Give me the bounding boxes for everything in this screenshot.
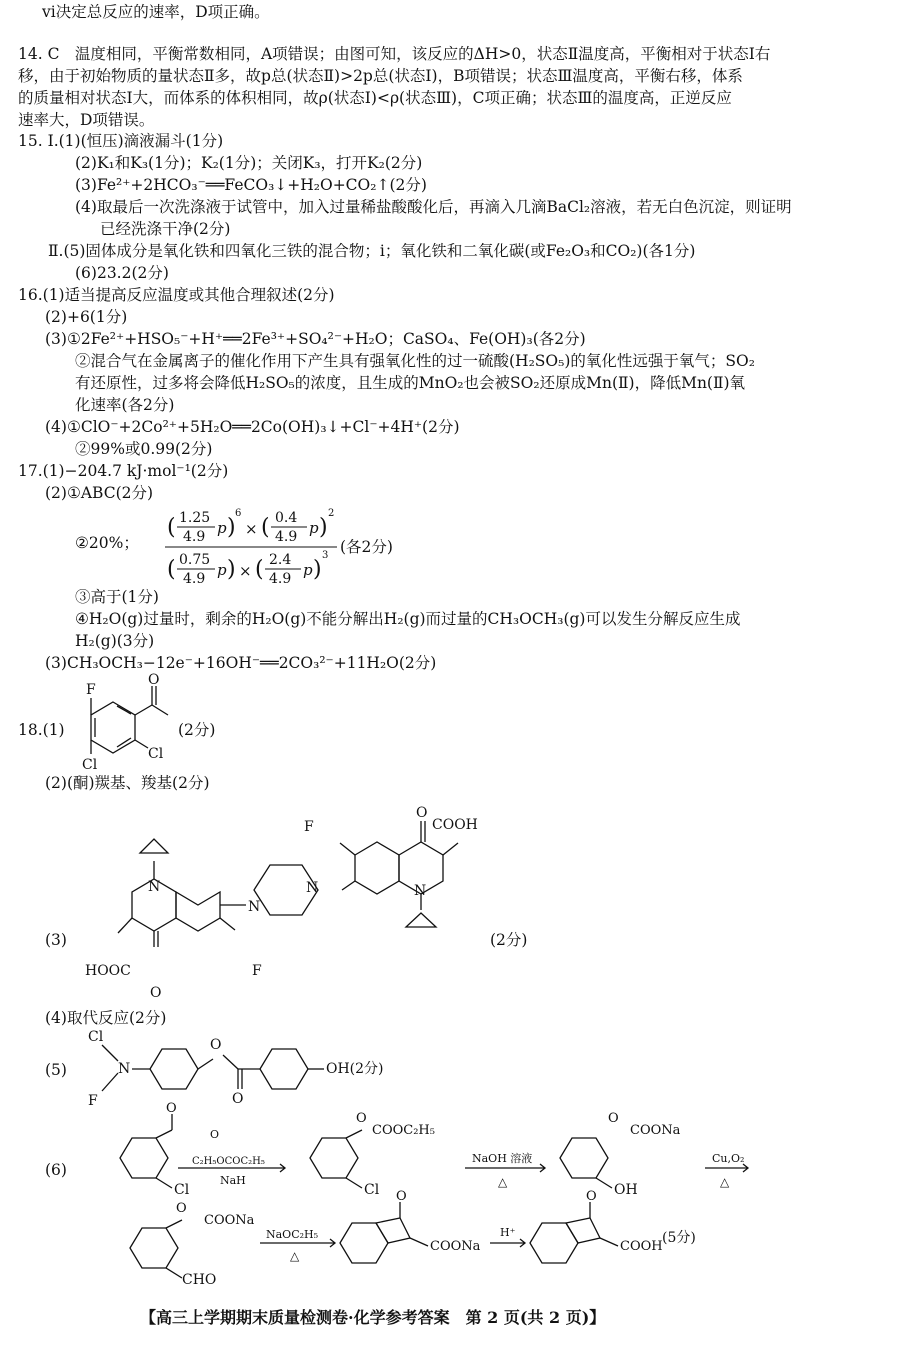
- svg-text:CHO: CHO: [182, 1272, 217, 1288]
- text-line: 16.(1)适当提高反应温度或其他合理叙述(2分): [18, 286, 335, 304]
- svg-text:O: O: [356, 1111, 367, 1126]
- svg-text:HOOC: HOOC: [85, 963, 131, 979]
- svg-text:Cl: Cl: [88, 1029, 104, 1045]
- paren: (: [167, 515, 176, 540]
- svg-text:O: O: [586, 1189, 597, 1204]
- svg-text:N: N: [118, 1061, 131, 1077]
- text-line: (4)取最后一次洗涤液于试管中，加入过量稀盐酸酸化后，再滴入几滴BaCl₂溶液，若无白色沉淀，则证明: [75, 198, 792, 216]
- svg-text:△: △: [720, 1175, 730, 1189]
- svg-text:×: ×: [239, 562, 252, 580]
- svg-text:p: p: [309, 519, 319, 537]
- formula-17-2: [75, 500, 415, 586]
- svg-text:(5分): (5分): [662, 1230, 696, 1246]
- svg-text:3: 3: [322, 550, 329, 561]
- frac-den: 4.9: [183, 529, 206, 545]
- svg-text:0.4: 0.4: [275, 510, 298, 526]
- svg-text:(: (: [167, 557, 176, 582]
- formula-prefix: ②20%；: [75, 534, 139, 552]
- text-line: (6)23.2(2分): [75, 264, 169, 282]
- svg-text:(各2分): (各2分): [340, 538, 393, 556]
- svg-text:O: O: [416, 805, 428, 821]
- page-footer: 【高三上学期期末质量检测卷·化学参考答案 第 2 页(共 2 页)】: [140, 1308, 606, 1327]
- svg-text:Cl: Cl: [364, 1182, 380, 1198]
- text-line: 速率大，D项错误。: [18, 111, 155, 129]
- svg-text:Cl: Cl: [82, 757, 98, 773]
- svg-text:0.75: 0.75: [179, 552, 211, 568]
- svg-text:O: O: [166, 1101, 177, 1116]
- svg-text:N: N: [414, 883, 427, 899]
- svg-text:F: F: [252, 963, 262, 979]
- text-line: (4)①ClO⁻+2Co²⁺+5H₂O══2Co(OH)₃↓+Cl⁻+4H⁺(2分): [45, 418, 460, 436]
- svg-text:F: F: [88, 1093, 98, 1109]
- text-line: 化速率(各2分): [75, 396, 175, 414]
- svg-text:): ): [313, 557, 322, 582]
- svg-text:Cl: Cl: [148, 746, 164, 762]
- svg-text:p: p: [303, 561, 313, 579]
- svg-text:N: N: [248, 899, 261, 915]
- text-line: ②99%或0.99(2分): [75, 440, 213, 458]
- svg-text:COONa: COONa: [630, 1123, 681, 1138]
- text-line: (6): [45, 1161, 67, 1179]
- svg-text:NaOC₂H₅: NaOC₂H₅: [266, 1228, 319, 1241]
- svg-text:×: ×: [245, 520, 258, 538]
- svg-text:O: O: [148, 672, 160, 688]
- structure-18-5: [80, 1025, 420, 1110]
- text-line: (3)①2Fe²⁺+HSO₅⁻+H⁺══2Fe³⁺+SO₄²⁻+H₂O；CaSO₄、Fe(OH)₃(各2分): [45, 330, 586, 348]
- svg-text:4.9: 4.9: [183, 571, 206, 587]
- svg-text:O: O: [210, 1128, 220, 1141]
- svg-text:△: △: [290, 1249, 300, 1263]
- svg-text:Cl: Cl: [174, 1182, 190, 1198]
- svg-text:H⁺: H⁺: [500, 1226, 516, 1239]
- svg-text:N: N: [148, 879, 161, 895]
- text-line: (2)①ABC(2分): [45, 484, 154, 502]
- text-line: ④H₂O(g)过量时，剩余的H₂O(g)不能分解出H₂(g)而过量的CH₃OCH₃(g)可以发生分解反应生成: [75, 610, 741, 628]
- exponent: 6: [235, 508, 242, 519]
- svg-text:C₂H₅OCOC₂H₅: C₂H₅OCOC₂H₅: [192, 1156, 265, 1167]
- text-line: ⅵ决定总反应的速率，D项正确。: [42, 3, 270, 21]
- paren: ): [319, 515, 328, 540]
- text-line: (2)(酮)羰基、羧基(2分): [45, 774, 210, 792]
- text-line: ②混合气在金属离子的催化作用下产生具有强氧化性的过一硫酸(H₂SO₅)的氧化性远强于氧气；SO₂: [75, 352, 755, 370]
- structure-18-1: [68, 672, 178, 772]
- text-line: 17.(1)−204.7 kJ·mol⁻¹(2分): [18, 462, 229, 480]
- svg-text:NaOH 溶液: NaOH 溶液: [472, 1152, 533, 1165]
- text-line: 18.(1): [18, 721, 65, 739]
- svg-text:O: O: [210, 1037, 222, 1053]
- text-line: (2)+6(1分): [45, 308, 128, 326]
- svg-text:△: △: [498, 1175, 508, 1189]
- text-line: 14. C 温度相同，平衡常数相同，A项错误；由图可知，该反应的ΔH>0，状态Ⅱ温度高，平衡相对于状态Ⅰ右: [18, 45, 771, 63]
- svg-text:OH: OH: [614, 1182, 638, 1198]
- synthesis-scheme-row-1: [80, 1101, 880, 1198]
- text-line: 有还原性，过多将会降低H₂SO₅的浓度，且生成的MnO₂也会被SO₂还原成Mn(Ⅱ)，降低Mn(Ⅱ)氧: [75, 374, 746, 392]
- svg-text:O: O: [608, 1111, 619, 1126]
- structure-18-3: [80, 795, 520, 1005]
- svg-text:COOH: COOH: [432, 817, 478, 833]
- text-line: (3): [45, 931, 67, 949]
- svg-text:COONa: COONa: [430, 1239, 481, 1254]
- svg-text:(: (: [255, 557, 264, 582]
- text-line: 15. Ⅰ.(1)(恒压)滴液漏斗(1分): [18, 132, 224, 150]
- text-line: (3)CH₃OCH₃−12e⁻+16OH⁻══2CO₃²⁻+11H₂O(2分): [45, 654, 437, 672]
- svg-text:NaH: NaH: [220, 1174, 246, 1187]
- svg-text:4.9: 4.9: [275, 529, 298, 545]
- svg-text:COONa: COONa: [204, 1213, 255, 1228]
- frac-num: 1.25: [179, 510, 211, 526]
- svg-text:COOH: COOH: [620, 1239, 663, 1254]
- text-line: (2)K₁和K₃(1分)；K₂(1分)；关闭K₃，打开K₂(2分): [75, 154, 423, 172]
- svg-text:2: 2: [328, 508, 335, 519]
- paren: (: [261, 515, 270, 540]
- svg-text:N: N: [306, 880, 319, 896]
- svg-text:p: p: [217, 519, 227, 537]
- text-line: Ⅱ.(5)固体成分是氧化铁和四氧化三铁的混合物；ⅰ；氧化铁和二氧化碳(或Fe₂O₃和CO₂)(各1分): [48, 242, 696, 260]
- svg-text:O: O: [396, 1189, 407, 1204]
- text-line: (2分): [490, 931, 528, 949]
- text-line: (2分): [178, 721, 216, 739]
- text-line: (4)取代反应(2分): [45, 1009, 167, 1027]
- svg-text:p: p: [217, 561, 227, 579]
- svg-text:O: O: [150, 985, 162, 1001]
- svg-text:F: F: [304, 819, 314, 835]
- text-line: (3)Fe²⁺+2HCO₃⁻══FeCO₃↓+H₂O+CO₂↑(2分): [75, 176, 427, 194]
- text-line: 的质量相对状态Ⅰ大，而体系的体积相同，故ρ(状态Ⅰ)<ρ(状态Ⅲ)，C项正确；状态Ⅲ的温度高，正逆反应: [18, 89, 732, 107]
- text-line: H₂(g)(3分): [75, 632, 155, 650]
- svg-text:O: O: [232, 1091, 244, 1107]
- svg-text:): ): [227, 557, 236, 582]
- svg-text:2.4: 2.4: [269, 552, 292, 568]
- text-line: 已经洗涤干净(2分): [100, 220, 231, 238]
- svg-text:F: F: [86, 682, 96, 698]
- svg-text:O: O: [176, 1201, 187, 1216]
- paren: ): [227, 515, 236, 540]
- text-line: (5): [45, 1061, 67, 1079]
- text-line: ③高于(1分): [75, 588, 159, 606]
- svg-text:4.9: 4.9: [269, 571, 292, 587]
- svg-text:OH(2分): OH(2分): [326, 1061, 384, 1077]
- text-line: 移，由于初始物质的量状态Ⅱ多，故p总(状态Ⅱ)>2p总(状态Ⅰ)，B项错误；状态Ⅲ温度高，平衡右移，体系: [18, 67, 743, 85]
- svg-text:COOC₂H₅: COOC₂H₅: [372, 1123, 435, 1138]
- svg-text:Cu,O₂: Cu,O₂: [712, 1152, 745, 1165]
